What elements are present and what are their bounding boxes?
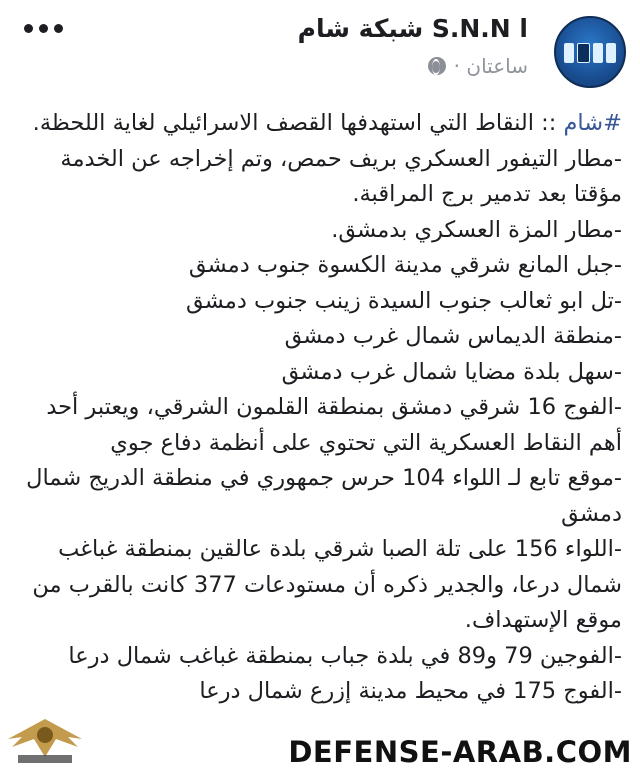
post-line: -منطقة الديماس شمال غرب دمشق xyxy=(284,323,622,349)
globe-icon xyxy=(428,57,446,75)
more-options-icon[interactable] xyxy=(24,24,63,33)
post-timestamp[interactable]: ساعتان · xyxy=(453,54,528,78)
post-line: #شام :: النقاط التي استهدفها القصف الاسرائيلي لغاية اللحظة. xyxy=(32,110,622,136)
post-line: -جبل المانع شرقي مدينة الكسوة جنوب دمشق xyxy=(188,252,622,278)
page-name-link[interactable]: S.N.N l شبكة شام xyxy=(297,14,528,43)
post-line: -موقع تابع لـ اللواء 104 حرس جمهوري في منطقة الدريج شمال دمشق xyxy=(26,465,622,527)
post-header xyxy=(0,0,640,98)
forum-logo-icon xyxy=(4,713,86,765)
post-meta xyxy=(428,54,528,78)
hashtag-link[interactable]: #شام xyxy=(563,110,622,136)
post-line: -الفوج 16 شرقي دمشق بمنطقة القلمون الشرقي، ويعتبر أحد أهم النقاط العسكرية التي تحتوي على أنظمة دفاع جوي xyxy=(46,394,622,456)
watermark-text: DEFENSE-ARAB.COM xyxy=(288,735,632,769)
post-body xyxy=(20,106,622,710)
post-line: -تل ابو ثعالب جنوب السيدة زينب جنوب دمشق xyxy=(185,287,622,314)
watermark xyxy=(0,735,640,771)
post-line: -الفوجين 79 و89 في بلدة جباب بمنطقة غباغب شمال درعا xyxy=(68,642,622,669)
post-line: -الفوج 175 في محيط مدينة إزرع شمال درعا xyxy=(199,678,622,704)
avatar-logo-icon xyxy=(564,43,616,63)
post-line: -مطار التيفور العسكري بريف حمص، وتم إخراجه عن الخدمة مؤقتا بعد تدمير برج المراقبة. xyxy=(60,145,622,207)
post-line: -سهل بلدة مضايا شمال غرب دمشق xyxy=(281,358,622,385)
post-line: -اللواء 156 على تلة الصبا شرقي بلدة عالقين بمنطقة غباغب شمال درعا، والجدير ذكره أن مستودعات 377 كانت بالقرب من موقع الإستهداف. xyxy=(32,536,622,633)
post-line: -مطار المزة العسكري بدمشق. xyxy=(331,216,622,243)
page-avatar[interactable] xyxy=(554,16,626,88)
